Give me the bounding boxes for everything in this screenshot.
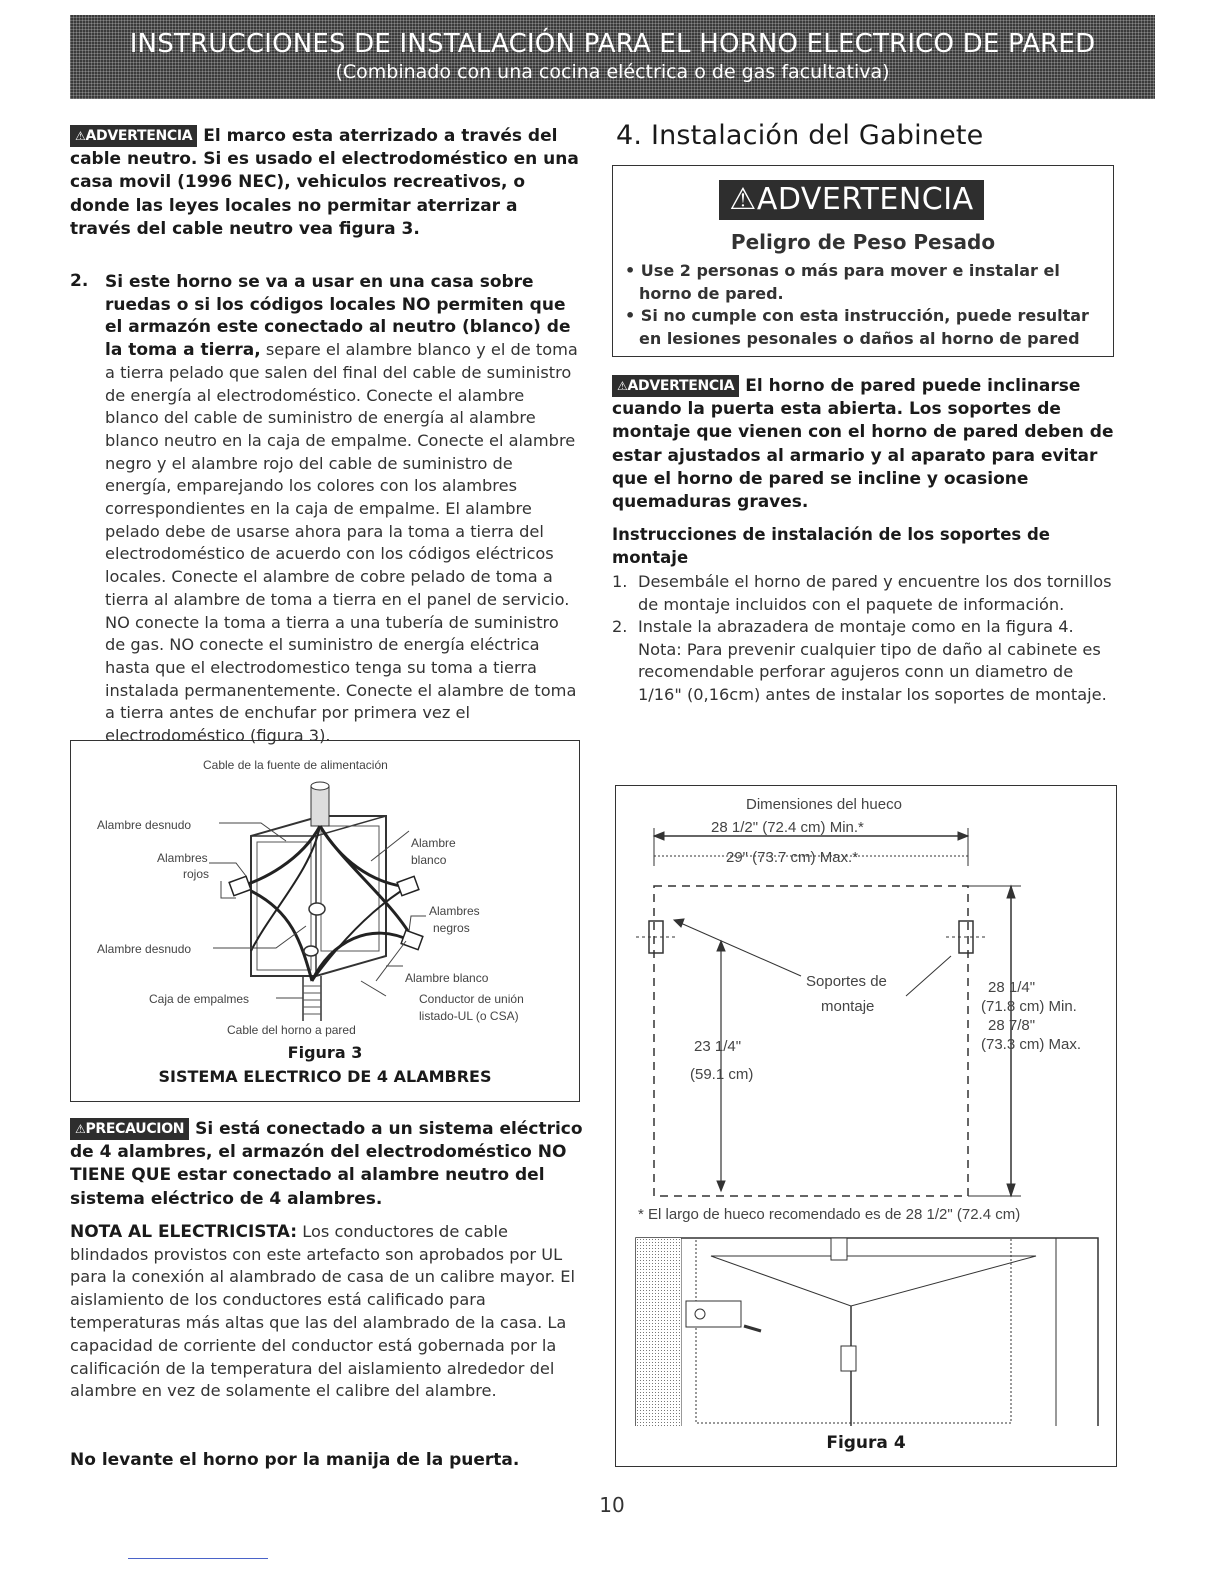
section-title: 4. Instalación del Gabinete [616,120,984,151]
warning-triangle-icon: ⚠ [617,379,628,393]
fig4-height-max-2: (73.3 cm) Max. [981,1036,1082,1053]
caution-paragraph [70,1118,585,1211]
fig4-bottom-height: 23 1/4" [694,1038,742,1055]
fig4-brackets-label: Soportes de [806,973,887,990]
caution-badge: ⚠PRECAUCION [70,1118,189,1140]
warning-triangle-icon: ⚠ [75,129,86,143]
warning-bullet: • Use 2 personas o más para mover e instalar el horno de pared. [625,261,1060,303]
fig4-brackets-label-2: montaje [821,998,875,1015]
label-red-wires: Alambres [157,851,208,865]
label-connector: Conductor de unión [419,992,524,1006]
page-subtitle: (Combinado con una cocina eléctrica o de gas facultativa) [335,61,890,83]
fig4-width-min: 28 1/2" (72.4 cm) Min.* [711,819,864,836]
item-text [105,271,580,748]
big-warning-badge: ⚠ADVERTENCIA [719,180,984,220]
label-white-wire: Alambre [411,836,456,850]
label-black-wires-2: negros [433,921,470,935]
figure-3 [70,740,580,1102]
caution-block [70,1118,585,1403]
page-number: 10 [599,1493,625,1517]
label-connector-2: listado-UL (o CSA) [419,1009,519,1023]
figure-3-caption: Figura 3 [287,1043,363,1062]
label-white-wire-bottom: Alambre blanco [405,971,489,985]
steps-list [612,571,1117,706]
step-item: 1. Desembále el horno de pared y encuentre los dos tornillos de montaje incluidos con el paquete de información. [612,572,1112,614]
fig4-title: Dimensiones del hueco [746,796,902,813]
heavy-weight-warning-box [612,165,1114,357]
fig4-height-min-2: (71.8 cm) Min. [981,998,1077,1015]
header-banner [70,15,1155,99]
hazard-title: Peligro de Peso Pesado [730,230,996,254]
bracket-subheading: Instrucciones de instalación de los soportes de montaje [612,525,1050,567]
item-body-text: separe el alambre blanco y el de toma a tierra pelado que salen del final del cable de suministro de energía al electrodoméstico. Conecte el alambre blanco del cable de suministro de energía al alambre blanco neutro en la caja de empalme. Conecte el alambre negro y el alambre rojo del cable de suministro de energía, emparejando los colores con los alambres correspondientes en la caja de empalme. El alambre pelado debe de usarse ahora para la toma a tierra del electrodoméstico de acuerdo con los códigos eléctricos locales. Conecte el alambre de cobre pelado de toma a tierra al alambre de toma a tierra en el panel de servicio. NO conecte la toma a tierra a una tubería de suministro de gas. NO conecte el suministro de energía eléctrica hasta que el electrodomestico tenga su toma a tierra instalada permanentemente. Conecte el alambre de toma a tierra antes de enchufar por primera vez el electrodoméstico (figura 3). [105,340,578,746]
label-bare-wire-bottom: Alambre desnudo [97,942,192,956]
electrician-note-label: NOTA AL ELECTRICISTA: [70,1221,298,1242]
tip-warning-paragraph [612,375,1117,514]
warning-badge: ⚠ADVERTENCIA [70,125,197,147]
step-item: 2. Instale la abrazadera de montaje como en la figura 4. Nota: Para prevenir cualquier tipo de daño al cabinete es recomendable perforar agujeros conn un diametro de 1/16" (0,16cm) antes de instalar los soportes de montaje. [612,617,1107,704]
warning-badge: ⚠ADVERTENCIA [612,375,739,397]
label-black-wires: Alambres [429,904,480,918]
label-oven-cable: Cable del horno a pared [227,1023,356,1037]
label-white-wire-2: blanco [411,853,447,867]
warning-bullets [621,260,1109,350]
left-column [70,125,580,748]
warning-triangle-icon: ⚠ [729,182,757,217]
warning-text: cable neutro. Si es usado el electrodoméstico en una casa movil (1996 NEC), vehiculos recreativos, o donde las leyes locales no permitar aterrizar a través del cable neutro vea figura 3. [70,149,579,239]
tip-warning-text: cuando la puerta esta abierta. Los soportes de montaje que vienen con el horno de pared deben de estar ajustados al armario y al aparato para evitar que el horno de pared se incline y ocasione quemaduras graves. [612,399,1114,513]
caution-triangle-icon: ⚠ [75,1122,86,1136]
figure-3-subcaption: SISTEMA ELECTRICO DE 4 ALAMBRES [158,1067,492,1086]
fig4-width-max: 29" (73.7 cm) Max.* [726,849,859,866]
warning-lead: El marco esta aterrizado a través del [203,126,558,146]
label-junction-box: Caja de empalmes [149,992,250,1006]
fig4-footnote: * El largo de hueco recomendado es de 28 1/2" (72.4 cm) [638,1206,1021,1223]
tip-warning-lead: El horno de pared puede inclinarse [745,376,1081,396]
right-column [612,120,1117,706]
figure-4 [615,785,1117,1467]
cutout-dimensions-diagram [616,786,1116,1426]
label-red-wires-2: rojos [183,867,210,881]
electrician-note [70,1221,585,1403]
footer-line [128,1558,268,1559]
figure-4-caption: Figura 4 [826,1433,906,1453]
fig4-height-max: 28 7/8" [988,1017,1036,1034]
warning-bullet: • Si no cumple con esta instrucción, puede resultar en lesiones pesonales o daños al horno de pared [625,306,1089,348]
item-bold-text: Si este horno se va a usar en una casa sobre ruedas o si los códigos locales NO permiten que el armazón este conectado al neutro (blanco) de la toma a tierra, [105,272,571,361]
item-number: 2. [70,271,89,292]
numbered-item-2 [70,271,580,748]
fig4-height-min: 28 1/4" [988,979,1036,996]
no-lift-warning: No levante el horno por la manija de la puerta. [70,1450,520,1470]
page-title: INSTRUCCIONES DE INSTALACIÓN PARA EL HORNO ELECTRICO DE PARED [129,29,1096,59]
electrician-note-text: Los conductores de cable blindados provistos con este artefacto son aprobados por UL para la conexión al alambrado de casa de un calibre mayor. El aislamiento de los conductores está calificado para temperaturas más altas que las del alambrado de la casa. La capacidad de corriente del conductor está gobernada por la calificación de la temperatura del aislamiento alrededor del alambre en vez de solamente el calibre del alambre. [70,1221,576,1401]
caution-lead: Si está conectado a un sistema [195,1119,494,1139]
label-bare-wire-top: Alambre desnudo [97,818,192,832]
caution-text: eléctrico de 4 alambres, el armazón del electrodoméstico NO TIENE QUE estar conectado al alambre neutro del sistema eléctrico de 4 alambres. [70,1119,583,1209]
warning-paragraph [70,125,580,241]
label-power-cable: Cable de la fuente de alimentación [203,758,388,772]
fig4-bottom-height-2: (59.1 cm) [690,1066,754,1083]
